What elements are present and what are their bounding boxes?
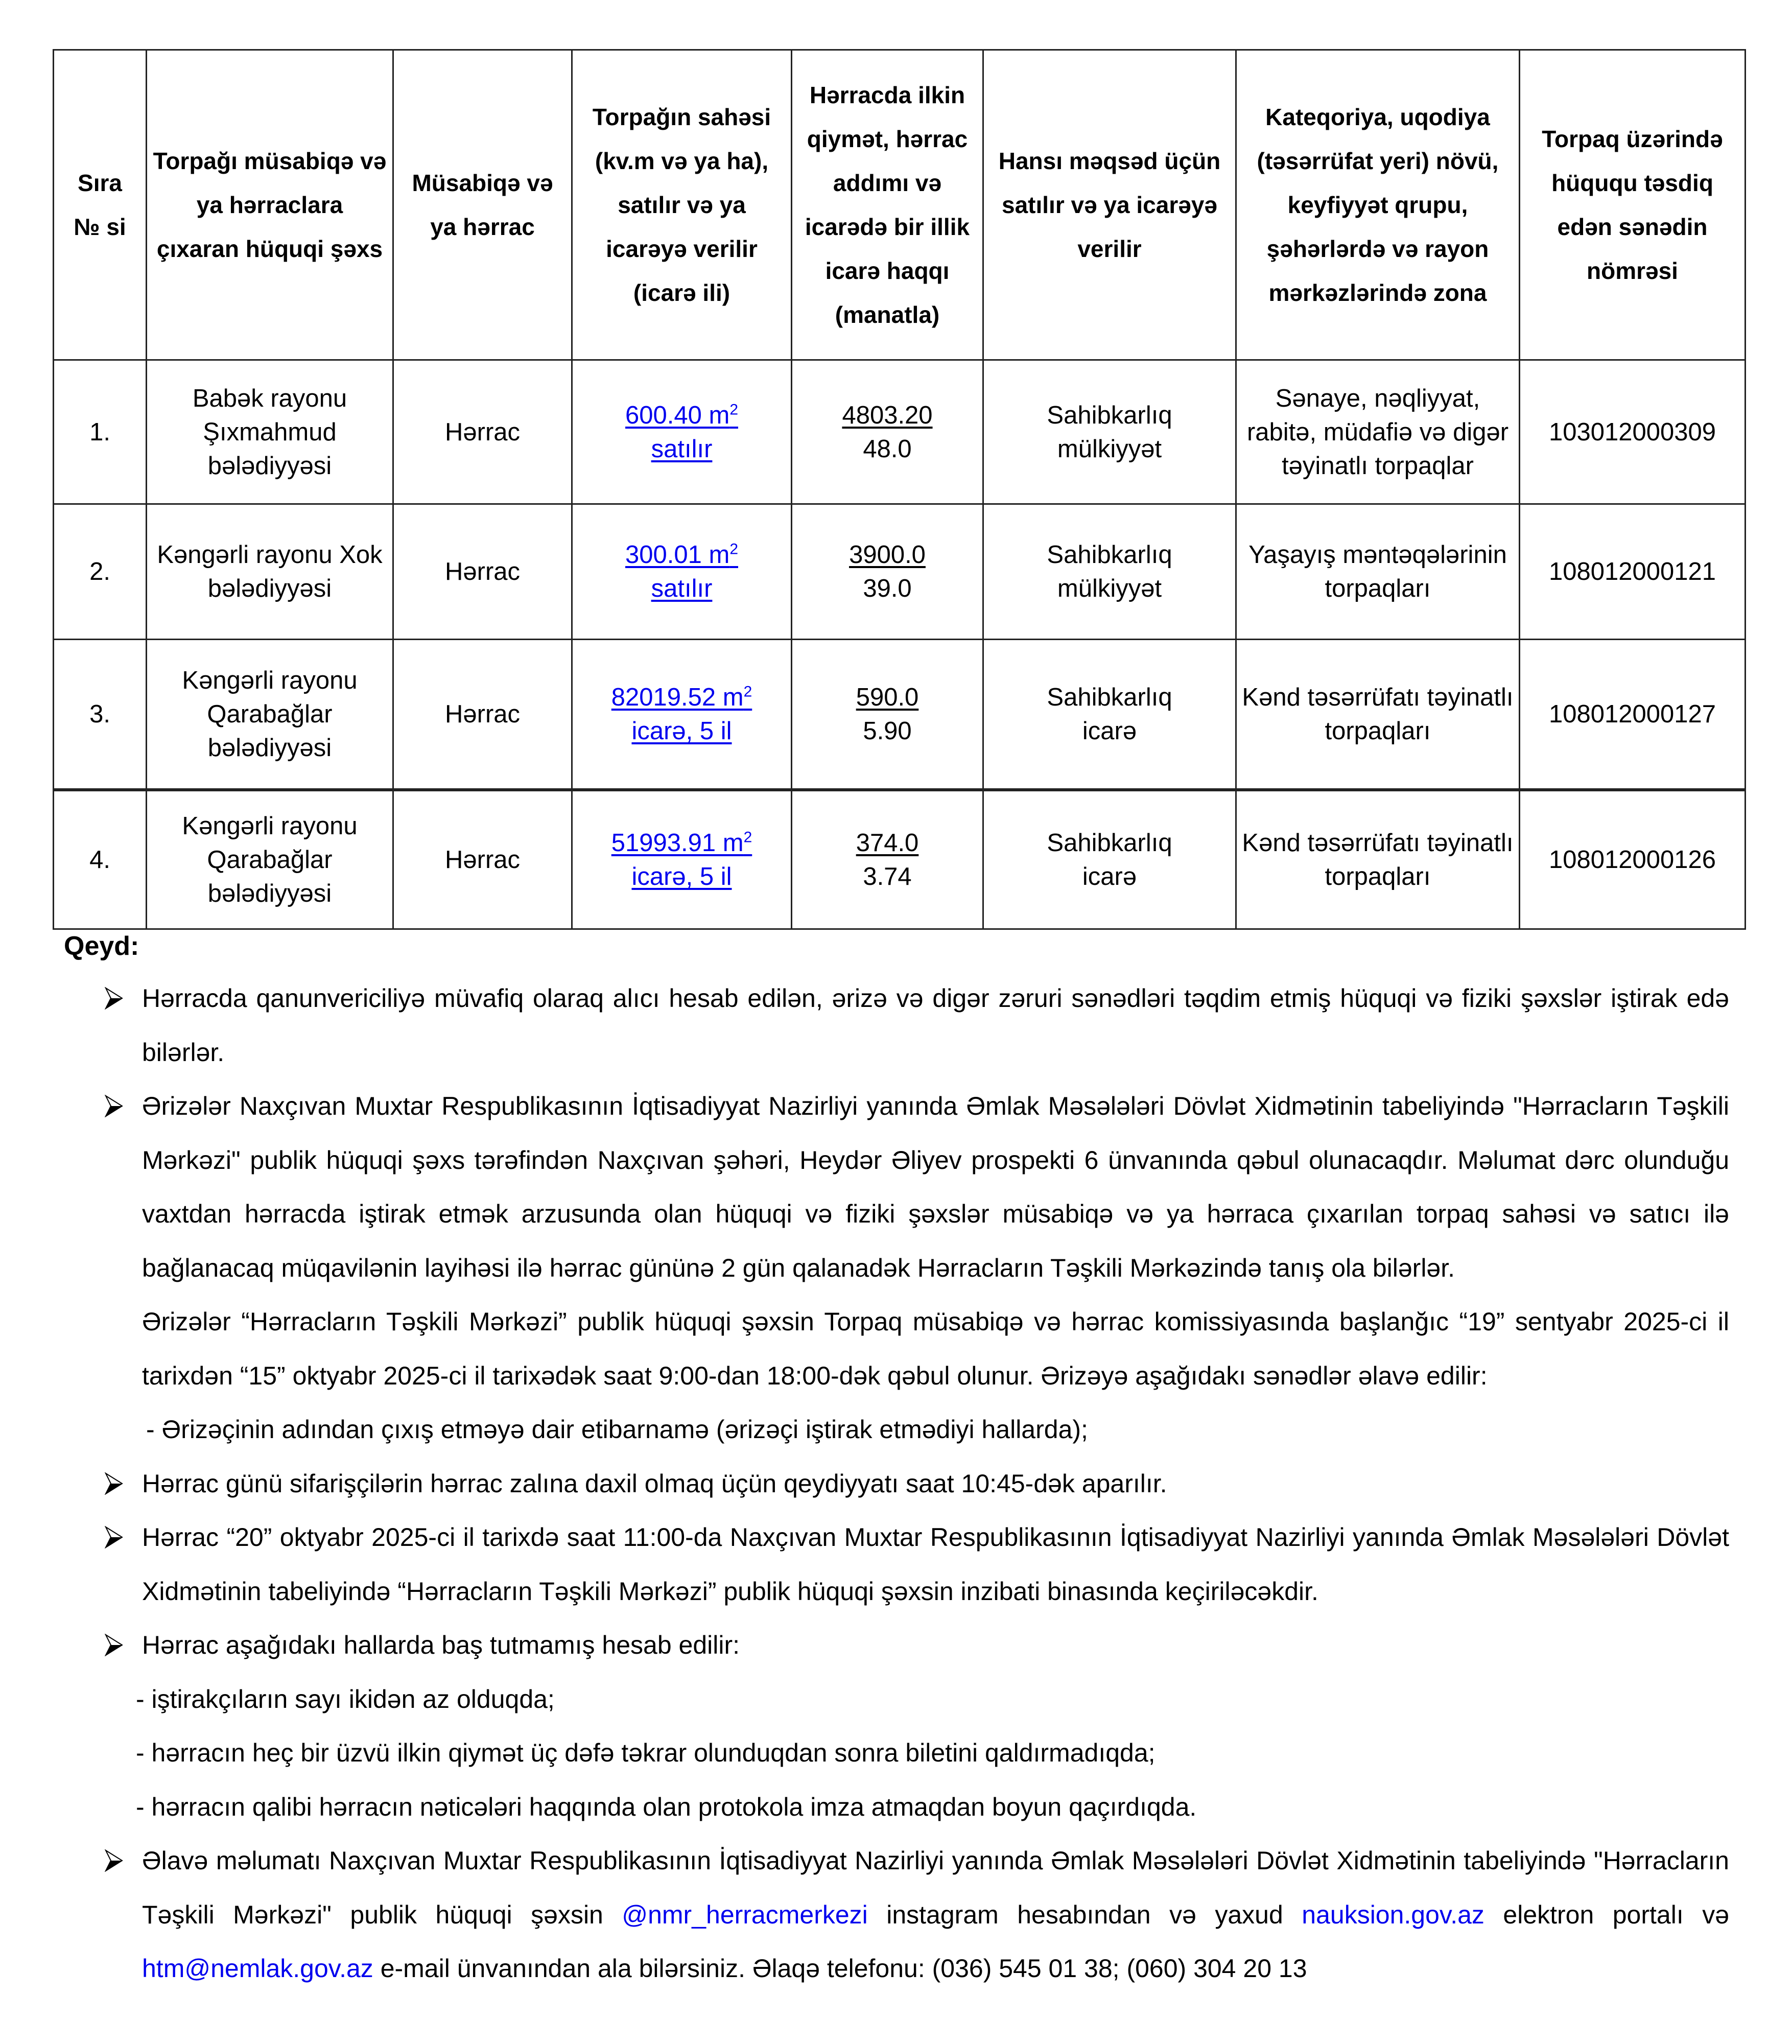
header-category: Kateqoriya, uqodiya (təsərrüfat yeri) növü, keyfiyyət qrupu, şəhərlərdə və rayon mərkəzlərində zona [1236, 50, 1520, 360]
header-area: Torpağın sahəsi (kv.m və ya ha), satılır və ya icarəyə verilir (icarə ili) [572, 50, 792, 360]
legal-entity: Kəngərli rayonu Xok bələdiyyəsi [147, 504, 393, 640]
arrow-bullet-icon [105, 1526, 123, 1548]
category-cell: Kənd təsərrüfatı təyinatlı torpaqları [1236, 790, 1520, 929]
header-price: Hərracda ilkin qiymət, hərrac addımı və icarədə bir illik icarə haqqı (manatla) [792, 50, 983, 360]
price-cell: 3900.0 39.0 [792, 504, 983, 640]
header-legal-entity: Torpağı müsabiqə və ya hərraclara çıxaran hüquqi şəxs [147, 50, 393, 360]
legal-entity: Kəngərli rayonu Qarabağlar bələdiyyəsi [147, 790, 393, 929]
note-item: Hərrac “20” oktyabr 2025-ci il tarixdə saat 11:00-da Naxçıvan Muxtar Respublikasının İqtisadiyyat Nazirliyi yanında Əmlak Məsələləri Dövlət Xidmətinin tabeliyində “Hərracların Təşkili Mərkəzi” publik hüquqi şəxsin inzibati binasında keçiriləcəkdir. [53, 1511, 1744, 1618]
auction-type: Hərrac [393, 360, 572, 504]
header-purpose: Hansı məqsəd üçün satılır və ya icarəyə verilir [983, 50, 1236, 360]
email-link[interactable]: htm@nemlak.gov.az [142, 1954, 373, 1983]
category-cell: Yaşayış məntəqələrinin torpaqları [1236, 504, 1520, 640]
category-cell: Kənd təsərrüfatı təyinatlı torpaqları [1236, 640, 1520, 790]
arrow-bullet-icon [105, 1472, 123, 1495]
header-document: Torpaq üzərində hüququ təsdiq edən sənədin nömrəsi [1520, 50, 1746, 360]
document-number: 108012000126 [1520, 790, 1746, 929]
note-item: Əlavə məlumatı Naxçıvan Muxtar Respublikasının İqtisadiyyat Nazirliyi yanında Əmlak Məsələləri Dövlət Xidmətinin tabeliyində "Hərracların Təşkili Mərkəzi" publik hüquqi şəxsin @nmr_herracmerkezi instagram hesabından və yaxud nauksion.gov.az elektron portalı və htm@nemlak.gov.az e-mail ünvanından ala bilərsiniz. Əlaqə telefonu: (036) 545 01 38; (060) 304 20 13 [53, 1834, 1744, 1996]
purpose-cell: Sahibkarlıq icarə [983, 640, 1236, 790]
document-number: 108012000121 [1520, 504, 1746, 640]
table-header-row [54, 50, 1746, 360]
header-contest-or-auction: Müsabiqə və ya hərrac [393, 50, 572, 360]
row-number: 1. [54, 360, 147, 504]
legal-entity: Babək rayonu Şıxmahmud bələdiyyəsi [147, 360, 393, 504]
header-sira: Sıra № si [54, 50, 147, 360]
document-number: 108012000127 [1520, 640, 1746, 790]
arrow-bullet-icon [105, 987, 123, 1009]
table-row [54, 504, 1746, 640]
note-item: Hərrac aşağıdakı hallarda baş tutmamış hesab edilir: - iştirakçıların sayı ikidən az olduqda; - hərracın heç bir üzvü ilkin qiymət üç dəfə təkrar olunduqdan sonra biletini qaldırmadıqda; - hərracın qalibi hərracın nəticələri haqqında olan protokola imza atmaqdan boyun qaçırdıqda. [53, 1618, 1744, 1834]
purpose-cell: Sahibkarlıq icarə [983, 790, 1236, 929]
table-row [54, 640, 1746, 790]
arrow-bullet-icon [105, 1095, 123, 1117]
price-cell: 4803.20 48.0 [792, 360, 983, 504]
instagram-link[interactable]: @nmr_herracmerkezi [622, 1900, 868, 1929]
document-number: 103012000309 [1520, 360, 1746, 504]
arrow-bullet-icon [105, 1634, 123, 1656]
row-number: 3. [54, 640, 147, 790]
note-item: Hərracda qanunvericiliyə müvafiq olaraq alıcı hesab edilən, ərizə və digər zəruri sənədləri təqdim etmiş hüquqi və fiziki şəxslər iştirak edə bilərlər. [53, 972, 1744, 1079]
arrow-bullet-icon [105, 1849, 123, 1872]
area-link[interactable]: 300.01 $m^2$ satılır [572, 504, 792, 640]
auction-type: Hərrac [393, 504, 572, 640]
table-row [54, 360, 1746, 504]
row-number: 4. [54, 790, 147, 929]
note-item: Ərizələr Naxçıvan Muxtar Respublikasının İqtisadiyyat Nazirliyi yanında Əmlak Məsələləri Dövlət Xidmətinin tabeliyində "Hərracların Təşkili Mərkəzi" publik hüquqi şəxs tərəfindən Naxçıvan şəhəri, Heydər Əliyev prospekti 6 ünvanında qəbul olunacaqdır. Məlumat dərc olunduğu vaxtdan hərracda iştirak etmək arzusunda olan hüquqi və fiziki şəxslər müsabiqə və ya hərraca çıxarılan torpaq sahəsi və satıcı ilə bağlanacaq müqavilənin layihəsi ilə hərrac gününə 2 gün qalanadək Hərracların Təşkili Mərkəzində tanış ola bilərlər. Ərizələr “Hərracların Təşkili Mərkəzi” publik hüquqi şəxsin Torpaq müsabiqə və hərrac komissiyasında başlanğıc “19” sentyabr 2025-ci il tarixdən “15” oktyabr 2025-ci il tarixədək saat 9:00-dan 18:00-dək qəbul olunur. Ərizəyə aşağıdakı sənədlər əlavə edilir: - Ərizəçinin adından çıxış etməyə dair etibarnamə (ərizəçi iştirak etmədiyi hallarda); [53, 1079, 1744, 1457]
purpose-cell: Sahibkarlıq mülkiyyət [983, 504, 1236, 640]
notes-section [53, 932, 1744, 1996]
notes-title: Qeyd: [64, 931, 139, 961]
area-link[interactable]: 600.40 $m^2$ satılır [572, 360, 792, 504]
area-link[interactable]: 51993.91 $m^2$ icarə, 5 il [572, 790, 792, 929]
purpose-cell: Sahibkarlıq mülkiyyət [983, 360, 1236, 504]
price-cell: 374.0 3.74 [792, 790, 983, 929]
portal-link[interactable]: nauksion.gov.az [1302, 1900, 1484, 1929]
note-item: Hərrac günü sifarişçilərin hərrac zalına daxil olmaq üçün qeydiyyatı saat 10:45-dək aparılır. [53, 1457, 1744, 1511]
land-auction-table [53, 49, 1746, 930]
document-page [53, 49, 1744, 1996]
legal-entity: Kəngərli rayonu Qarabağlar bələdiyyəsi [147, 640, 393, 790]
row-number: 2. [54, 504, 147, 640]
table-row [54, 790, 1746, 929]
auction-type: Hərrac [393, 790, 572, 929]
auction-type: Hərrac [393, 640, 572, 790]
price-cell: 590.0 5.90 [792, 640, 983, 790]
area-link[interactable]: 82019.52 $m^2$ icarə, 5 il [572, 640, 792, 790]
category-cell: Sənaye, nəqliyyat, rabitə, müdafiə və digər təyinatlı torpaqlar [1236, 360, 1520, 504]
